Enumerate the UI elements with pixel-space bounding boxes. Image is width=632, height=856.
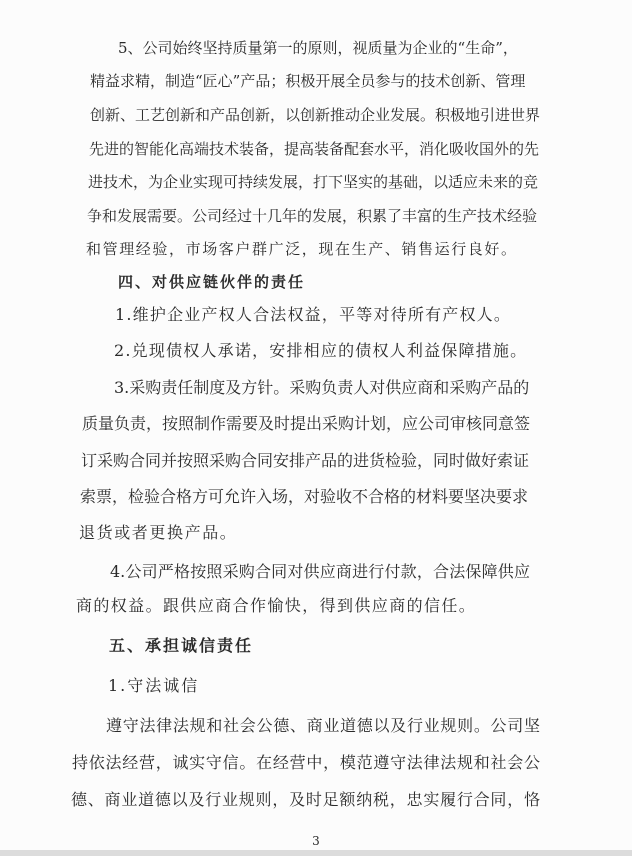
list-item-line: 订采购合同并按照采购合同安排产品的进货检验，同时做好索证 xyxy=(81,451,530,470)
section-heading: 四、对供应链伙伴的责任 xyxy=(118,273,306,291)
list-item-line: 索票，检验合格方可允许入场，对验收不合格的材料要坚决要求 xyxy=(80,487,529,506)
paragraph-line: 创新、工艺创新和产品创新，以创新推动企业发展。积极地引进世界 xyxy=(90,106,541,124)
paragraph-line: 德、商业道德以及行业规则，及时足额纳税，忠实履行合同，恪 xyxy=(71,790,540,809)
paragraph-line: 5、公司始终坚持质量第一的原则，视质量为企业的“生命”， xyxy=(118,39,518,57)
subsection-heading: 1.守法诚信 xyxy=(108,676,200,695)
list-item: 2.兑现债权人承诺，安排相应的债权人利益保障措施。 xyxy=(114,341,528,360)
paragraph-line: 先进的智能化高端技术装备，提高装备配套水平，消化吸收国外的先 xyxy=(89,140,540,158)
paragraph-line: 精益求精，制造“匠心”产品；积极开展全员参与的技术创新、管理 xyxy=(90,72,526,90)
section-heading: 五、承担诚信责任 xyxy=(109,636,254,655)
list-item: 1.维护企业产权人合法权益，平等对待所有产权人。 xyxy=(115,305,512,324)
list-item-line: 退货或者更换产品。 xyxy=(79,523,238,542)
paragraph-line: 和管理经验，市场客户群广泛，现在生产、销售运行良好。 xyxy=(86,240,518,258)
paragraph-line: 遵守法律法规和社会公德、商业道德以及行业规则。公司坚 xyxy=(106,716,540,735)
page-number: 3 xyxy=(312,834,320,848)
page-bottom-edge xyxy=(0,850,632,856)
paragraph-line: 进技术，为企业实现可持续发展，打下坚实的基础，以适应未来的竞 xyxy=(88,173,539,191)
paragraph-line: 争和发展需要。公司经过十几年的发展，积累了丰富的生产技术经验 xyxy=(87,207,538,225)
list-item-line: 4.公司严格按照采购合同对供应商进行付款，合法保障供应 xyxy=(110,562,530,581)
list-item-line: 商的权益。跟供应商合作愉快，得到供应商的信任。 xyxy=(76,596,477,615)
list-item-line: 质量负责，按照制作需要及时提出采购计划，应公司审核同意签 xyxy=(82,414,531,433)
paragraph-line: 持依法经营，诚实守信。在经营中，模范遵守法律法规和社会公 xyxy=(72,753,540,772)
list-item-line: 3.采购责任制度及方针。采购负责人对供应商和采购产品的 xyxy=(114,378,530,397)
